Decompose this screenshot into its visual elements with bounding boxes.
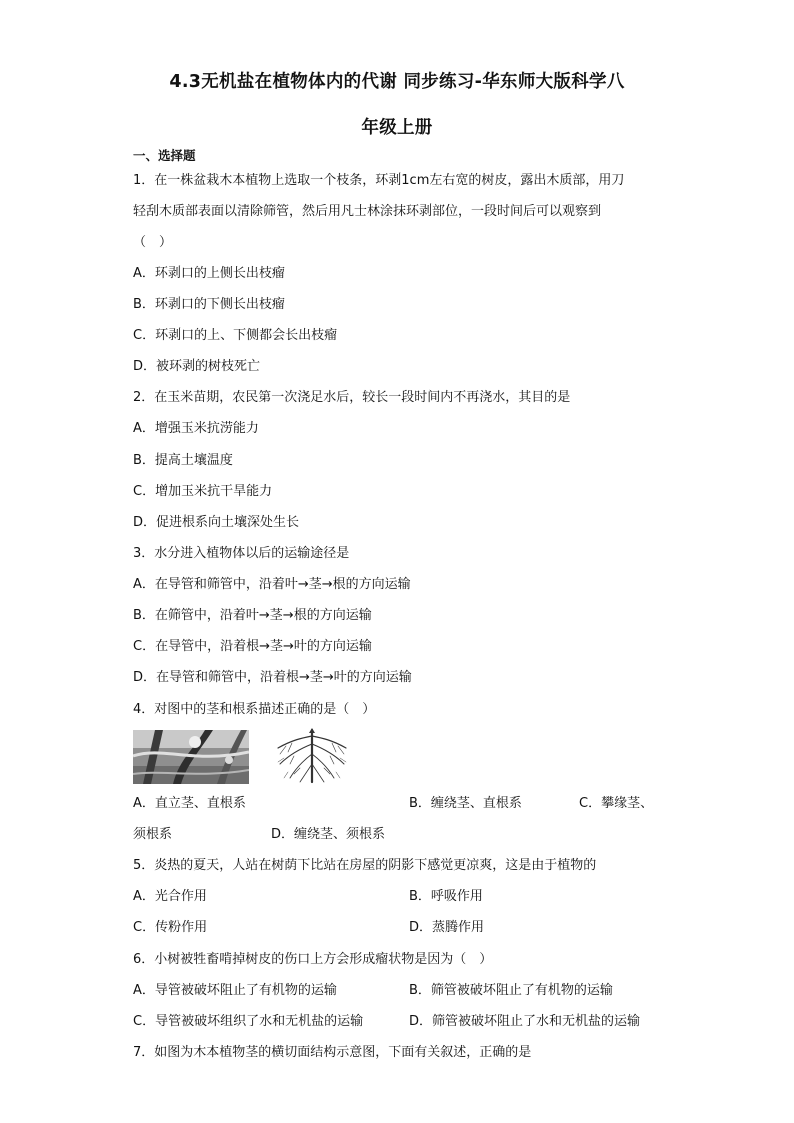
taproot-figure [272,728,352,784]
q5-option-c: C．传粉作用 [133,920,208,935]
q2-stem: 2．在玉米苗期，农民第一次浇足水后，较长一段时间内不再浇水，其目的是 [133,390,571,405]
q2-option-d: D．促进根系向土壤深处生长 [133,515,300,530]
q6-option-b: B．筛管被破坏阻止了有机物的运输 [409,983,613,998]
q4-option-a: A．直立茎、直根系 [133,796,246,811]
q1-stem-line-2: 轻刮木质部表面以清除筛管，然后用凡士林涂抹环剥部位，一段时间后可以观察到 [133,204,602,219]
q1-option-a: A．环剥口的上侧长出枝瘤 [133,266,285,281]
q1-stem-line-1: 1．在一株盆栽木本植物上选取一个枝条，环剥1cm左右宽的树皮，露出木质部，用刀 [133,173,625,188]
q1-option-c: C．环剥口的上、下侧都会长出枝瘤 [133,328,338,343]
q5-option-d: D．蒸腾作用 [409,920,485,935]
q1-option-d: D．被环剥的树枝死亡 [133,359,261,374]
q2-option-a: A．增强玉米抗涝能力 [133,421,259,436]
q4-stem: 4．对图中的茎和根系描述正确的是（ ） [133,702,376,717]
q1-stem-line-3: （ ） [133,235,173,250]
q5-stem: 5．炎热的夏天，人站在树荫下比站在房屋的阴影下感觉更凉爽，这是由于植物的 [133,858,597,873]
q3-option-a: A．在导管和筛管中，沿着叶→茎→根的方向运输 [133,577,411,592]
q4-option-b: B．缠绕茎、直根系 [409,796,522,811]
q4-option-d: D．缠绕茎、须根系 [271,827,386,842]
q2-option-c: C．增加玉米抗干旱能力 [133,484,273,499]
q1-option-b: B．环剥口的下侧长出枝瘤 [133,297,285,312]
q3-stem: 3．水分进入植物体以后的运输途径是 [133,546,350,561]
q6-option-d: D．筛管被破坏阻止了水和无机盐的运输 [409,1014,641,1029]
q6-option-c: C．导管被破坏组织了水和无机盐的运输 [133,1014,364,1029]
page-title-line-1: 4.3无机盐在植物体内的代谢 同步练习-华东师大版科学八 [169,72,625,92]
q5-option-b: B．呼吸作用 [409,889,483,904]
stem-photo-figure [133,730,249,784]
section-heading: 一、选择题 [133,148,196,163]
q5-option-a: A．光合作用 [133,889,207,904]
q6-stem: 6．小树被牲畜啃掉树皮的伤口上方会形成瘤状物是因为（ ） [133,952,493,967]
q2-option-b: B．提高土壤温度 [133,453,233,468]
q3-option-d: D．在导管和筛管中，沿着根→茎→叶的方向运输 [133,670,412,685]
q3-option-c: C．在导管中，沿着根→茎→叶的方向运输 [133,639,372,654]
q4-option-c: C．攀缘茎、 [579,796,654,811]
q4-option-c-continued: 须根系 [133,827,173,842]
q7-stem: 7．如图为木本植物茎的横切面结构示意图，下面有关叙述，正确的是 [133,1045,532,1060]
q3-option-b: B．在筛管中，沿着叶→茎→根的方向运输 [133,608,372,623]
q6-option-a: A．导管被破坏阻止了有机物的运输 [133,983,337,998]
page-title-line-2: 年级上册 [361,118,433,138]
